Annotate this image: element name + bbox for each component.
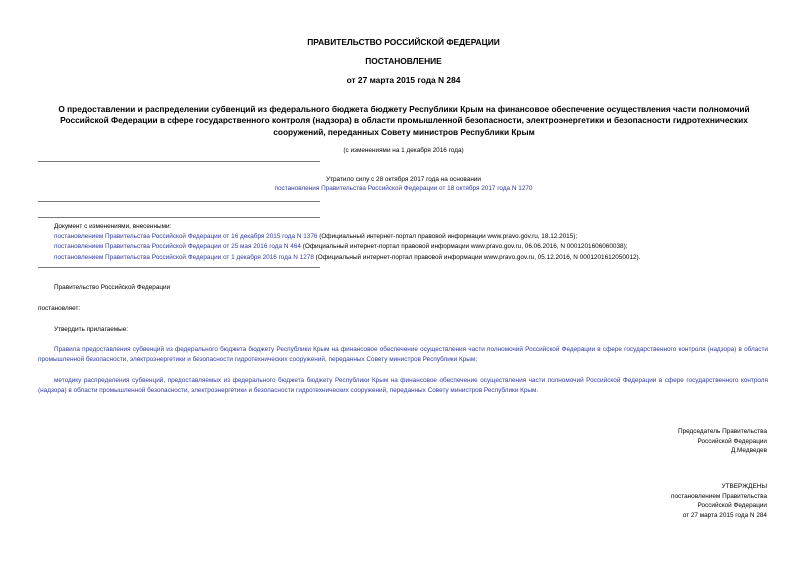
expired-link[interactable]: постановления Правительства Российской Федерации от 18 октября 2017 года N 1270: [274, 185, 533, 192]
org-heading: ПРАВИТЕЛЬСТВО РОССИЙСКОЙ ФЕДЕРАЦИИ: [307, 37, 500, 47]
divider: [38, 267, 320, 268]
approved-date: от 27 марта 2015 года N 284: [682, 511, 767, 519]
approved-block: [671, 482, 767, 520]
expired-text: Утратило силу с 28 октября 2017 года на основании: [326, 176, 481, 183]
amendment-item: [54, 253, 640, 262]
amendment-source: (Официальный интернет-портал правовой информации www.pravo.gov.ru, 06.06.2016, N 0001201606060038);: [300, 243, 628, 250]
signature-name: Д.Медведев: [730, 447, 767, 455]
resolves-label: постановляет:: [38, 305, 81, 312]
approved-item-methodology: [38, 376, 768, 396]
amendment-item: [54, 232, 577, 241]
amendment-link[interactable]: постановлением Правительства Российской Федерации от 25 мая 2016 года N 464: [54, 243, 301, 250]
amendments-intro: Документ с изменениями, внесенными:: [54, 223, 172, 230]
signature-org: Российской Федерации: [697, 437, 767, 445]
approved-title: УТВЕРЖДЕНЫ: [721, 483, 767, 490]
rules-link[interactable]: Правила предоставления субвенций из федерального бюджета бюджету Республики Крым на финансовое обеспечение осуществления части полномочий Российской Федерации в сфере государственного контроля (надзора) в области промышленной безопасности, электроэнергетики и безопасности гидротехнических сооружений, переданных Совету министров Республики Крым;: [38, 346, 768, 363]
signature-block: [678, 427, 767, 456]
government-label: Правительство Российской Федерации: [54, 284, 171, 291]
amendment-source: (Официальный интернет-портал правовой информации www.pravo.gov.ru, 18.12.2015);: [317, 233, 578, 240]
amendment-source: (Официальный интернет-портал правовой информации www.pravo.gov.ru, 05.12.2016, N 0001201612050012).: [313, 254, 641, 261]
divider: [38, 217, 320, 218]
approved-item-rules: [38, 345, 768, 365]
document-title: О предоставлении и распределении субвенций из федерального бюджета бюджету Республики Крым на финансовое обеспечение осуществления части полномочий Российской Федерации в сфере государственного контроля (надзора) в области промышленной безопасности, электроэнергетики и безопасности гидротехнических сооружений, переданных Совету министров Республики Крым: [58, 104, 750, 137]
amendment-item: [54, 242, 628, 251]
changes-note: (с изменениями на 1 декабря 2016 года): [343, 147, 464, 154]
signature-position: Председатель Правительства: [678, 428, 767, 435]
amendment-link[interactable]: постановлением Правительства Российской Федерации от 16 декабря 2015 года N 1376: [54, 233, 318, 240]
amendment-link[interactable]: постановлением Правительства Российской Федерации от 1 декабря 2016 года N 1278: [54, 254, 314, 261]
approved-by: постановлением Правительства: [671, 492, 767, 500]
approved-org: Российской Федерации: [697, 502, 767, 510]
doc-type-heading: ПОСТАНОВЛЕНИЕ: [365, 56, 442, 66]
divider: [38, 161, 320, 162]
approve-label: Утвердить прилагаемые:: [54, 326, 129, 333]
methodology-link[interactable]: методику распределения субвенций, предоставляемых из федерального бюджета бюджету Республики Крым на финансовое обеспечение осуществления части полномочий Российской Федерации в сфере государственного контроля (надзора) в области промышленной безопасности, электроэнергетики и безопасности гидротехнических сооружений, переданных Совету министров Республики Крым.: [38, 377, 768, 394]
divider: [38, 201, 320, 202]
doc-date-number: от 27 марта 2015 года N 284: [346, 75, 461, 85]
